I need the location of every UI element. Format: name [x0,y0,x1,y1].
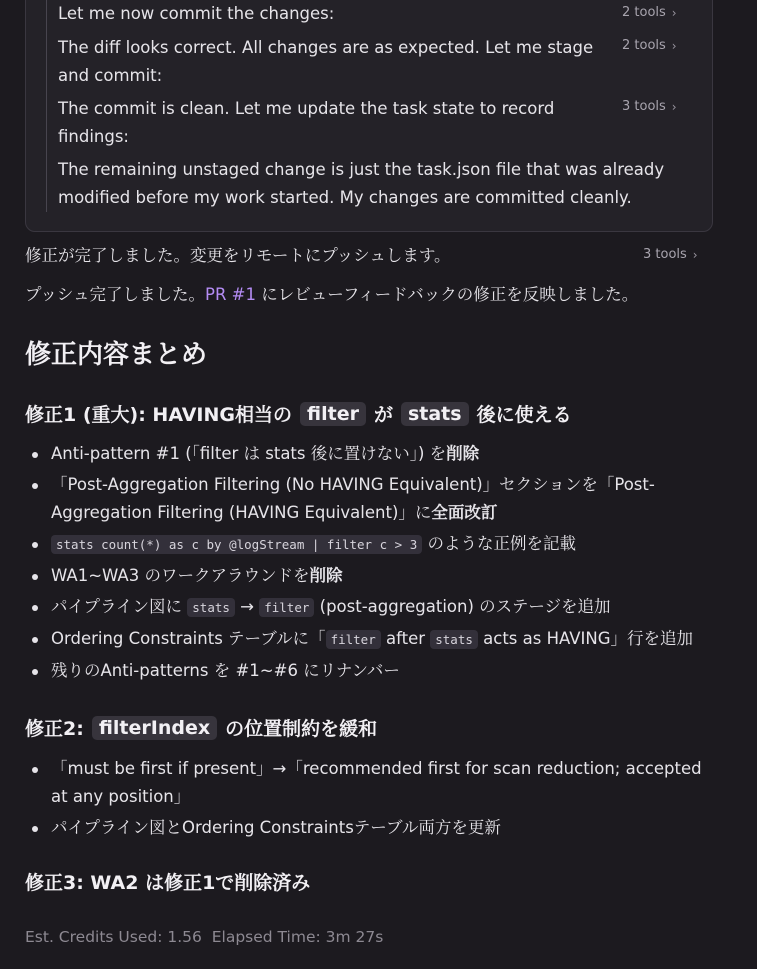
fix2-heading-suffix: の位置制約を緩和 [225,718,378,740]
fix1-list [25,440,725,688]
tools-count: 3 tools [622,99,666,114]
push-message [25,242,451,270]
list-item-text: Anti-pattern #1 (「filter は stats 後に置けない」) を [51,444,447,463]
list-item-bold: 全面改訂 [431,503,498,522]
arrow-right-icon: → [234,597,260,616]
tools-toggle-4[interactable] [643,247,698,262]
fix2-list [25,755,725,845]
list-item-text: 残りのAnti-patterns を #1~#6 にリナンバー [51,661,400,680]
filterindex-chip: filterIndex [92,716,217,740]
inline-code: filter [259,598,314,617]
fix1-heading-suffix: 後に使える [476,404,572,426]
fix1-heading-text: 修正1 (重大): HAVING相当の [25,404,293,426]
tools-count: 3 tools [643,247,687,262]
push-complete-text: プッシュ完了しました。 [25,285,206,304]
push-complete-message [25,281,638,309]
timeline-step-1 [58,0,598,28]
timeline-step-text: Let me now commit the changes: [58,4,335,23]
tools-toggle-1[interactable] [622,5,677,20]
timeline-step-4 [58,156,668,212]
timeline-step-text: The diff looks correct. All changes are as expected. Let me stage and commit: [58,38,594,85]
stats-chip: stats [401,402,469,426]
inline-code: stats count(*) as c by @logStream | filter c > 3 [51,535,422,554]
inline-code: stats [430,630,478,649]
list-item-bold: 削除 [446,444,480,463]
list-item-bold: 削除 [309,566,343,585]
fix3-heading [25,868,310,895]
list-item-text: 「Post-Aggregation Filtering (No HAVING Equivalent)」セクションを「Post-Aggregation Filtering (HAVING Equivalent)」に [51,475,655,522]
list-item [25,755,721,811]
timeline-rail [46,0,47,212]
inline-code: filter [326,630,381,649]
fix2-heading-text: 修正2: [25,718,84,740]
timeline-step-text: The remaining unstaged change is just the task.json file that was already modified before my work started. My changes are committed cleanly. [58,160,665,207]
list-item-text: WA1~WA3 のワークアラウンドを [51,566,310,585]
tools-count: 2 tools [622,38,666,53]
list-item [25,657,725,685]
fix1-heading [25,400,572,427]
tools-toggle-2[interactable] [622,38,677,53]
list-item-text: 「must be first if present」→「recommended first for scan reduction; accepted at any position」 [51,759,702,806]
list-item [25,562,725,590]
list-item-text: Ordering Constraints テーブルに「 [51,629,326,648]
fix2-heading [25,714,377,741]
chevron-right-icon: › [692,247,698,262]
list-item [25,471,691,527]
list-item [25,814,725,842]
list-item-text: acts as HAVING」行を追加 [477,629,694,648]
pr-link[interactable]: PR #1 [205,285,256,304]
list-item-text: パイプライン図に [51,597,188,616]
timeline-step-3 [58,95,598,151]
list-item [25,625,725,654]
list-item-text: のような正例を記載 [422,534,576,553]
list-item-text: (post-aggregation) のステージを追加 [314,597,611,616]
fix1-heading-mid: が [373,404,393,426]
timeline-step-2 [58,34,598,90]
summary-heading: 修正内容まとめ [25,340,208,370]
list-item [25,440,725,468]
list-item [25,530,725,559]
push-complete-suffix: にレビューフィードバックの修正を反映しました。 [256,285,639,304]
push-message-text: 修正が完了しました。変更をリモートにプッシュします。 [25,246,451,265]
filter-chip: filter [300,402,366,426]
list-item-text: パイプライン図とOrdering Constraintsテーブル両方を更新 [51,818,501,837]
tools-toggle-3[interactable] [622,99,677,114]
chevron-right-icon: › [671,99,677,114]
tools-count: 2 tools [622,5,666,20]
inline-code: stats [187,598,235,617]
chevron-right-icon: › [671,38,677,53]
usage-footer [25,928,383,946]
elapsed-time: Elapsed Time: 3m 27s [211,928,384,946]
credits-used: Est. Credits Used: 1.56 [25,928,202,946]
timeline-step-text: The commit is clean. Let me update the task state to record findings: [58,99,555,146]
list-item [25,593,725,622]
list-item-text: after [380,629,431,648]
chevron-right-icon: › [671,5,677,20]
fix3-heading-text: 修正3: WA2 は修正1で削除済み [25,872,311,894]
